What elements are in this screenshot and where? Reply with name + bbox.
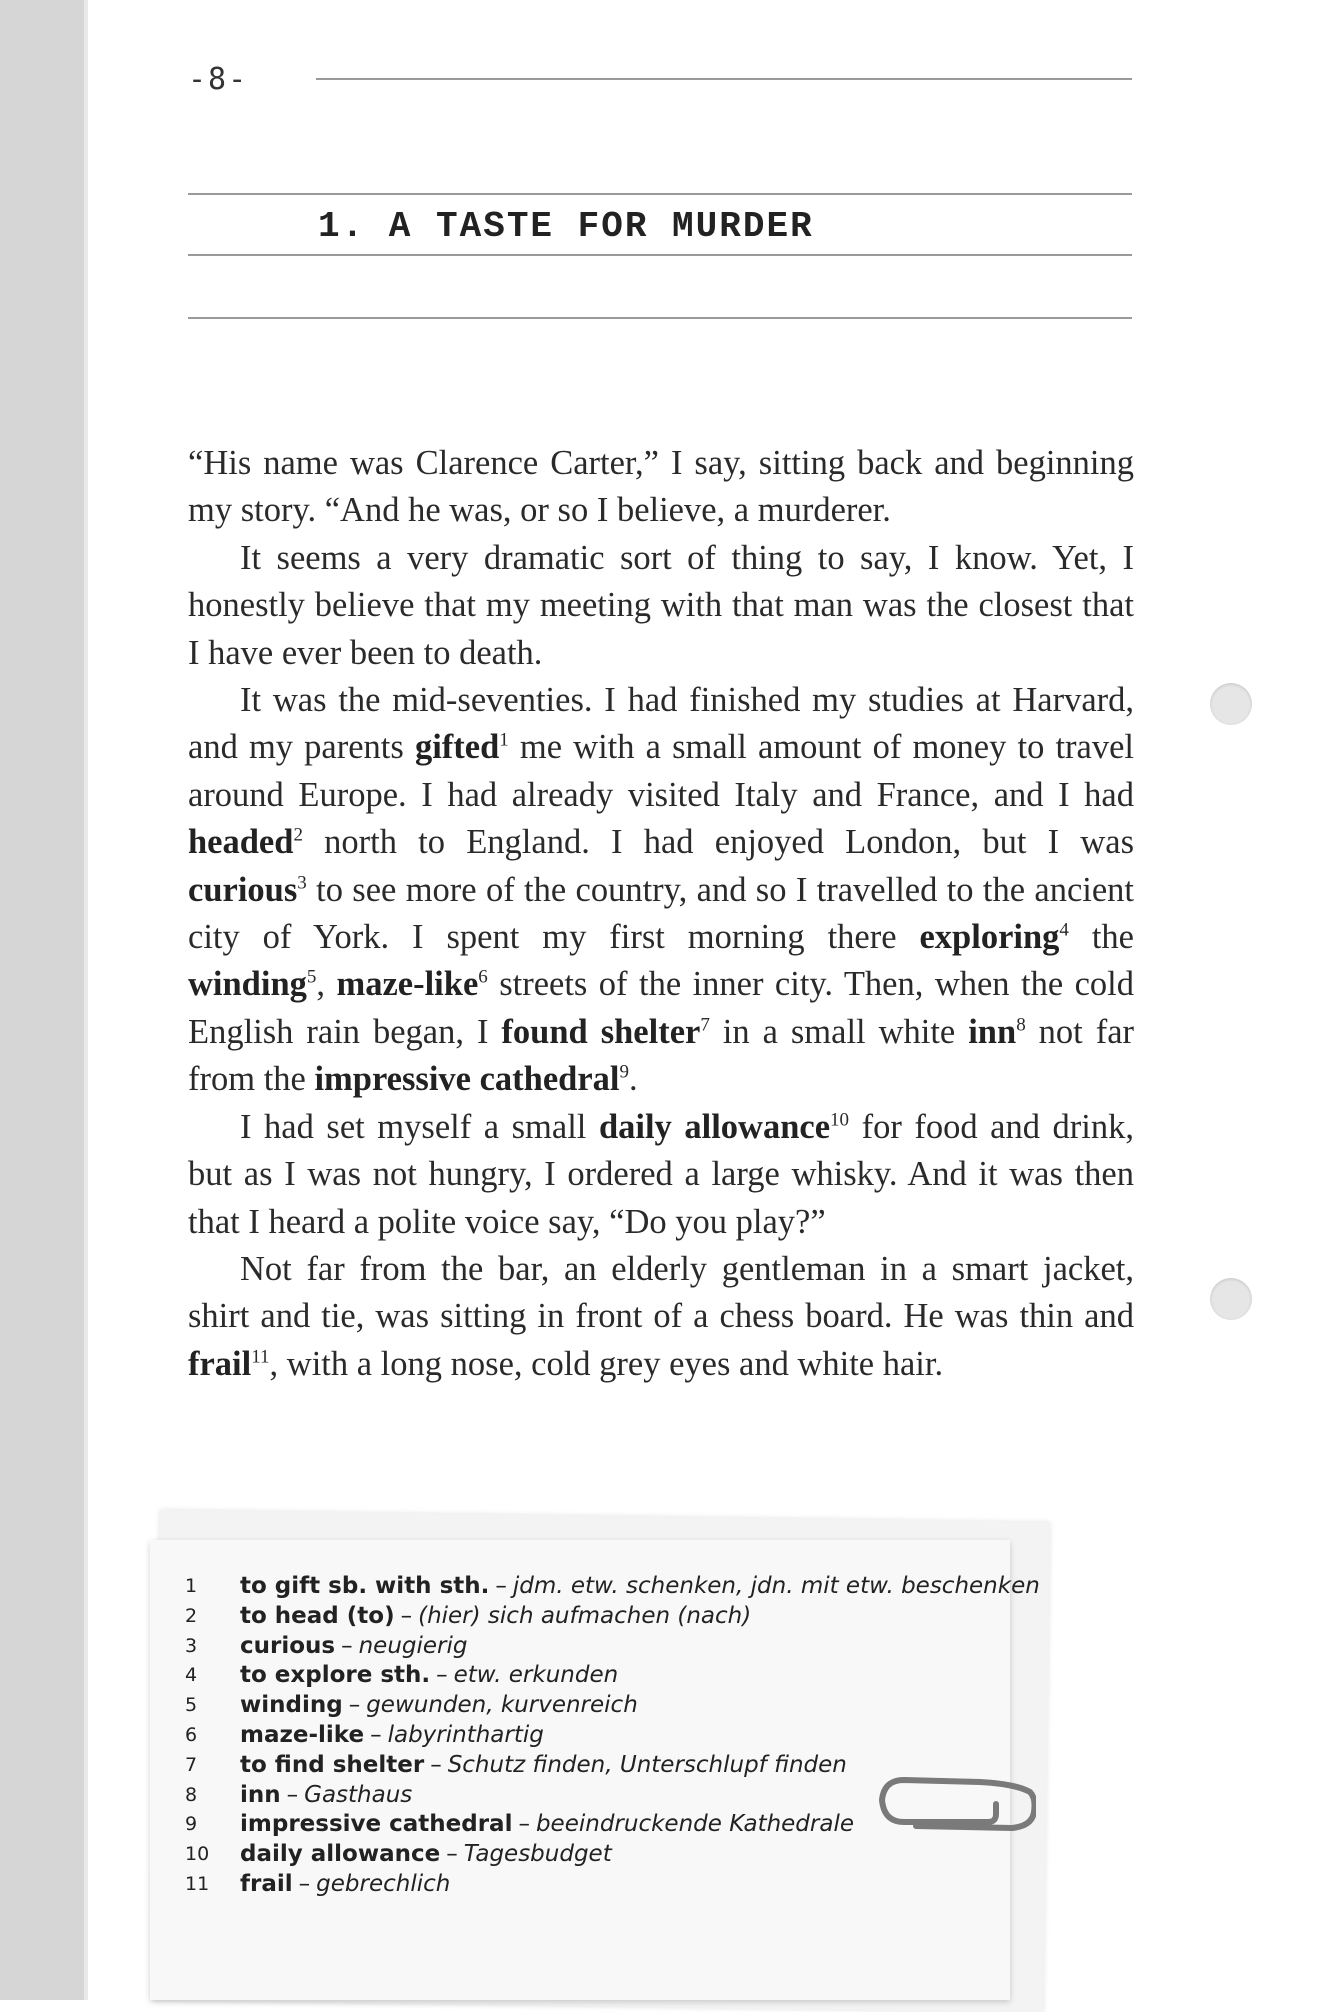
chapter-rule-middle: [188, 254, 1132, 256]
glossary-number: 8: [185, 1783, 198, 1806]
glossary-term-highlight: daily allowance: [598, 1107, 831, 1146]
glossary-list: [185, 1572, 1040, 1900]
glossary-number: 6: [185, 1723, 198, 1746]
story-paragraph: [188, 535, 1134, 677]
footnote-marker: 10: [830, 1109, 850, 1131]
glossary-separator: –: [436, 1662, 448, 1689]
story-text: [188, 440, 1134, 1388]
glossary-term-highlight: curious: [188, 870, 298, 909]
glossary-definition: neugierig: [358, 1632, 468, 1659]
story-text-run: for food and drink, but as I was not hungry, I ordered a large whisky. And it was then that I heard a polite voice say, “Do you play?”: [188, 1107, 1134, 1241]
story-text-run: Not far from the bar, an elderly gentleman in a smart jacket, shirt and tie, was sitting in front of a chess board. He was thin and: [188, 1249, 1134, 1336]
glossary-definition: beeindruckende Kathedrale: [535, 1811, 854, 1838]
glossary-separator: –: [518, 1811, 530, 1838]
story-text-run: me with a small amount of money to travel around Europe. I had already visited Italy and France, and I had: [188, 728, 1135, 814]
footnote-marker: 7: [700, 1014, 710, 1036]
story-paragraph: [188, 1246, 1134, 1388]
story-text-run: the: [1068, 918, 1134, 957]
glossary-definition: etw. erkunden: [453, 1662, 619, 1689]
glossary-term: to find shelter: [240, 1751, 425, 1778]
glossary-definition: labyrinthartig: [387, 1721, 544, 1748]
glossary-term: inn: [240, 1781, 281, 1808]
page-edge-shadow: [84, 0, 88, 2000]
glossary-term: maze-like: [240, 1721, 365, 1748]
glossary-term-highlight: inn: [968, 1012, 1017, 1051]
story-paragraph: [188, 1104, 1134, 1246]
glossary-definition: Gasthaus: [304, 1781, 413, 1808]
story-text-run: It was the mid-seventies. I had finished my studies at Harvard, and my parents: [188, 681, 1134, 767]
glossary-term-highlight: frail: [188, 1344, 252, 1383]
glossary-row: [185, 1572, 1040, 1602]
glossary-term: impressive cathedral: [240, 1811, 513, 1838]
glossary-term-highlight: impressive cathedral: [314, 1060, 620, 1099]
chapter-rule-bottom: [188, 317, 1132, 319]
glossary-separator: –: [430, 1751, 442, 1778]
footnote-marker: 1: [499, 729, 509, 751]
footnote-marker: 6: [478, 966, 488, 988]
glossary-row: [185, 1602, 1015, 1632]
story-paragraph: [188, 440, 1134, 535]
glossary-number: 4: [185, 1664, 198, 1687]
glossary-separator: –: [348, 1692, 361, 1719]
glossary-separator: –: [446, 1841, 458, 1868]
glossary-term-highlight: headed: [188, 823, 294, 862]
footnote-marker: 5: [306, 966, 317, 988]
glossary-row: [185, 1870, 1015, 1900]
footnote-marker: 9: [619, 1061, 629, 1083]
glossary-term: to gift sb. with sth.: [240, 1573, 490, 1599]
glossary-number: 7: [185, 1753, 198, 1776]
story-text-run: It seems a very dramatic sort of thing to say, I know. Yet, I honestly believe that my meeting with that man was the closest that I have ever been to death.: [188, 538, 1134, 672]
glossary-row: [185, 1632, 1015, 1662]
glossary-separator: –: [495, 1573, 507, 1599]
glossary-number: 11: [185, 1872, 210, 1895]
story-text-run: to see more of the country, and so I travelled to the ancient city of York. I spent my first morning there: [188, 870, 1134, 957]
story-text-run: .: [629, 1060, 638, 1099]
story-text-run: north to England. I had enjoyed London, but I was: [302, 823, 1134, 862]
glossary-term: to head (to): [240, 1602, 395, 1629]
story-text-run: , with a long nose, cold grey eyes and white hair.: [269, 1344, 944, 1383]
glossary-term: frail: [240, 1870, 293, 1897]
glossary-separator: –: [400, 1602, 413, 1629]
story-text-run: “His name was Clarence Carter,” I say, sitting back and beginning my story. “And he was, or so I believe, a murderer.: [188, 444, 1134, 530]
glossary-number: 1: [185, 1575, 198, 1597]
glossary-term-highlight: found shelter: [501, 1012, 701, 1051]
glossary-definition: jdm. etw. schenken, jdn. mit etw. beschenken: [512, 1573, 1040, 1599]
glossary-number: 5: [185, 1694, 198, 1717]
glossary-definition: Schutz finden, Unterschlupf finden: [447, 1751, 847, 1778]
story-text-run: streets of the inner city. Then, when the cold English rain began, I: [188, 965, 1134, 1051]
glossary-definition: gewunden, kurvenreich: [366, 1692, 638, 1719]
glossary-term-highlight: gifted: [414, 728, 500, 767]
story-text-run: not far from the: [188, 1012, 1134, 1099]
glossary-separator: –: [341, 1632, 353, 1659]
glossary-term-highlight: exploring: [919, 918, 1060, 957]
glossary-definition: gebrechlich: [316, 1870, 451, 1897]
glossary-separator: –: [298, 1870, 311, 1897]
footnote-marker: 8: [1016, 1014, 1026, 1036]
footnote-marker: 11: [251, 1346, 270, 1368]
chapter-title: 1. A TASTE FOR MURDER: [318, 206, 814, 247]
glossary-number: 2: [185, 1604, 198, 1627]
story-paragraph: [188, 677, 1134, 1104]
glossary-number: 10: [185, 1843, 210, 1866]
glossary-definition: Tagesbudget: [463, 1841, 612, 1868]
footnote-marker: 3: [297, 872, 307, 894]
page-edge-strip: [0, 0, 84, 2000]
glossary-term: to explore sth.: [240, 1662, 431, 1689]
glossary-number: 3: [185, 1634, 198, 1657]
chapter-rule-top: [188, 193, 1132, 195]
footnote-marker: 2: [293, 824, 303, 846]
header-rule: [316, 78, 1132, 80]
glossary-row: [185, 1840, 1015, 1870]
story-text-run: ,: [316, 965, 337, 1004]
story-text-run: in a small white: [709, 1012, 969, 1051]
footnote-marker: 4: [1059, 919, 1069, 941]
glossary-term: winding: [240, 1692, 343, 1719]
glossary-definition: (hier) sich aufmachen (nach): [418, 1602, 752, 1629]
glossary-separator: –: [286, 1781, 299, 1808]
glossary-row: [185, 1691, 1015, 1721]
glossary-term-highlight: winding: [188, 965, 307, 1004]
glossary-row: [185, 1721, 1015, 1751]
binder-hole-upper: [1210, 683, 1252, 725]
glossary-term: curious: [240, 1632, 336, 1659]
binder-hole-lower: [1210, 1278, 1252, 1320]
glossary-term: daily allowance: [240, 1841, 441, 1868]
glossary-number: 9: [185, 1813, 198, 1836]
glossary-separator: –: [370, 1721, 382, 1748]
glossary-term-highlight: maze-like: [336, 965, 479, 1004]
glossary-row: [185, 1661, 1015, 1691]
page-number: -8-: [188, 62, 249, 97]
story-text-run: I had set myself a small: [240, 1107, 599, 1146]
paperclip-icon: [876, 1770, 1036, 1832]
